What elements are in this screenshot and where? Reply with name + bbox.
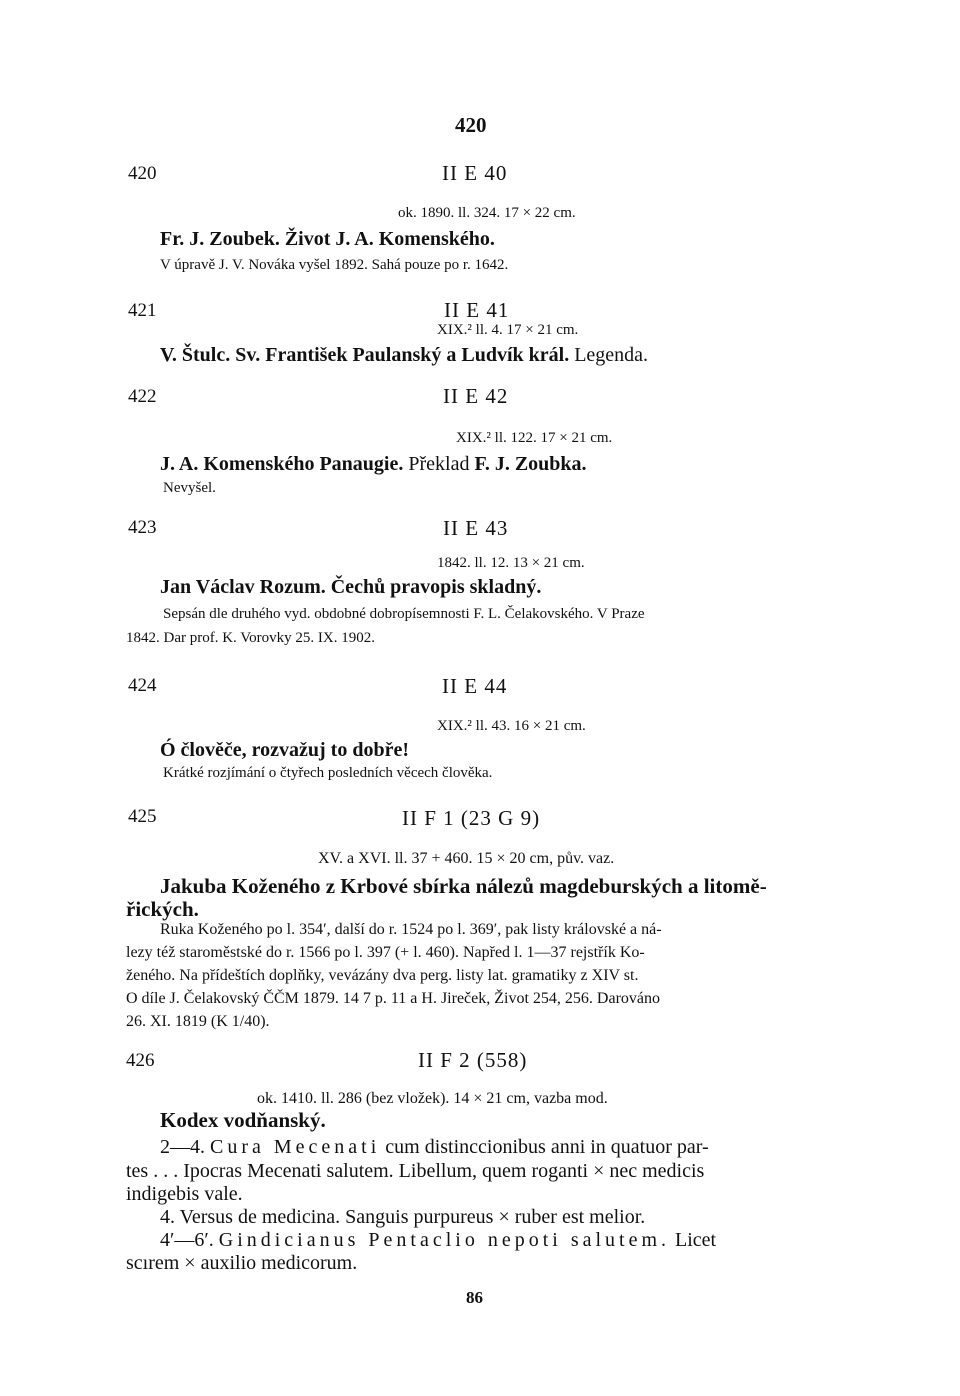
text-line	[160, 1136, 709, 1159]
shelf-signature: II E 40	[442, 161, 508, 185]
entry-note: V úpravě J. V. Nováka vyšel 1892. Sahá pouze po r. 1642.	[160, 257, 509, 273]
entry-note: Ruka Koženého po l. 354′, další do r. 1524 po l. 369′, pak listy královské a ná-	[160, 921, 662, 938]
entry-note: ženého. Na přídeštích doplňky, vevázány dva perg. listy lat. gramatiky z XIV st.	[126, 967, 639, 984]
shelf-signature: II E 41	[444, 298, 510, 322]
text-line: indigebis vale.	[126, 1183, 243, 1205]
text-run: 2—4.	[160, 1136, 210, 1158]
entry-number: 423	[128, 517, 157, 538]
entry-note: Nevyšel.	[163, 480, 216, 496]
physical-description: XIX.² ll. 122. 17 × 21 cm.	[456, 430, 613, 446]
entry-title: Fr. J. Zoubek. Život J. A. Komenského.	[160, 228, 495, 250]
entry-title-main: V. Štulc. Sv. František Paulanský a Ludvík král.	[160, 344, 570, 366]
physical-description: ok. 1410. ll. 286 (bez vložek). 14 × 21 cm, vazba mod.	[257, 1090, 608, 1107]
entry-number: 420	[128, 163, 157, 184]
running-head: 420	[455, 113, 487, 137]
entry-title: Jan Václav Rozum. Čechů pravopis skladný.	[160, 576, 542, 598]
entry-note: 26. XI. 1819 (K 1/40).	[126, 1013, 270, 1030]
entry-number: 426	[126, 1050, 155, 1071]
shelf-signature: II E 43	[443, 516, 509, 540]
entry-title: Ó člověče, rozvažuj to dobře!	[160, 739, 409, 761]
entry-title-line: řických.	[126, 897, 199, 921]
physical-description: ok. 1890. ll. 324. 17 × 22 cm.	[398, 205, 576, 221]
entry-title	[160, 344, 648, 367]
entry-title: Kodex vodňanský.	[160, 1108, 326, 1132]
entry-note: lezy též staroměstské do r. 1566 po l. 397 (+ l. 460). Napřed l. 1—37 rejstřík Ko-	[126, 944, 645, 961]
physical-description: XIX.² ll. 43. 16 × 21 cm.	[437, 718, 586, 734]
shelf-signature: II F 2 (558)	[418, 1048, 528, 1072]
entry-title-mid: Překlad	[408, 453, 470, 475]
entry-number: 424	[128, 675, 157, 696]
entry-title-end: F. J. Zoubka.	[474, 453, 587, 475]
text-line: 4. Versus de medicina. Sanguis purpureus × ruber est melior.	[160, 1206, 646, 1228]
entry-number: 422	[128, 386, 157, 407]
shelf-signature: II F 1 (23 G 9)	[402, 806, 541, 830]
text-run: 4′—6′.	[160, 1229, 219, 1251]
entry-note: Sepsán dle druhého vyd. obdobné dobropísemnosti F. L. Čelakovského. V Praze	[163, 606, 645, 622]
shelf-signature: II E 42	[443, 384, 509, 408]
entry-title-main: J. A. Komenského Panaugie.	[160, 453, 404, 475]
text-line	[160, 1229, 716, 1252]
entry-title	[160, 453, 587, 476]
physical-description: 1842. ll. 12. 13 × 21 cm.	[437, 555, 585, 571]
spaced-text: Gindicianus Pentaclio nepoti salutem.	[218, 1229, 671, 1251]
physical-description: XV. a XVI. ll. 37 + 460. 15 × 20 cm, pův. vaz.	[318, 850, 615, 867]
shelf-signature: II E 44	[442, 674, 508, 698]
entry-note: O díle J. Čelakovský ČČM 1879. 14 7 p. 11 a H. Jireček, Život 254, 256. Darováno	[126, 990, 661, 1007]
physical-description: XIX.² ll. 4. 17 × 21 cm.	[437, 322, 579, 338]
entry-note: Krátké rozjímání o čtyřech posledních věcech člověka.	[163, 765, 493, 781]
entry-number: 421	[128, 300, 157, 321]
entry-title-suffix: Legenda.	[574, 344, 649, 366]
page-number: 86	[466, 1288, 483, 1307]
text-run: cum distinccionibus anni in quatuor par-	[380, 1136, 709, 1158]
entry-note: 1842. Dar prof. K. Vorovky 25. IX. 1902.	[126, 630, 376, 646]
spaced-text: Cura Mecenati	[210, 1136, 381, 1158]
entry-title-line: Jakuba Koženého z Krbové sbírka nálezů magdeburských a litomě-	[160, 874, 767, 898]
text-line: scırem × auxilio medicorum.	[126, 1252, 358, 1274]
text-line: tes . . . Ipocras Mecenati salutem. Libellum, quem roganti × nec medicis	[126, 1160, 705, 1182]
entry-number: 425	[128, 806, 157, 827]
text-run: Licet	[670, 1229, 717, 1251]
